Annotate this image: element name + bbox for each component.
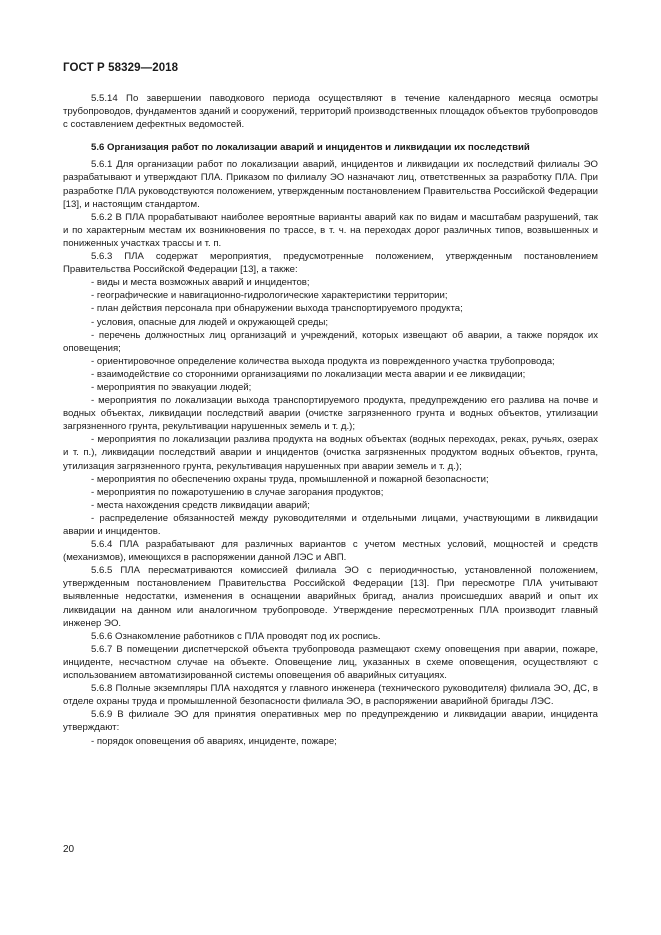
paragraph-5-6-7: 5.6.7 В помещении диспетчерской объекта трубопровода размещают схему оповещения при аварии, пожаре, инциденте, несчастном случае на объекте. Оповещение лиц, указанных в схеме оповещения, осуществляют с использованием автоматизированной системы оповещения об аварийных ситуациях.	[63, 643, 598, 682]
list-item: - мероприятия по локализации выхода транспортируемого продукта, предупреждению его разлива на почве и водных объектах, ликвидации последствий аварии (очистке загрязненного грунта и водных объектов, утилизации загрязненного грунта, рекультивации нарушенных земель и т. д.);	[63, 395, 598, 433]
list-item: - географические и навигационно-гидрологические характеристики территории;	[91, 290, 448, 302]
paragraph-5-5-14: 5.5.14 По завершении паводкового периода осуществляют в течение календарного месяца осмотры трубопроводов, фундаментов зданий и сооружений, территорий производственных площадок объектов трубопроводов с составлением дефектных ведомостей.	[63, 93, 598, 131]
list-item: - распределение обязанностей между руководителями и отдельными лицами, участвующими в ликвидации аварии и инцидентов.	[63, 512, 598, 537]
list-item: - порядок оповещения об авариях, инциденте, пожаре;	[91, 735, 337, 747]
paragraph-5-6-3: 5.6.3 ПЛА содержат мероприятия, предусмотренные положением, утвержденным постановлением Правительства Российской Федерации [13], а также:	[63, 251, 598, 276]
list-item: - условия, опасные для людей и окружающей среды;	[91, 316, 329, 328]
page-number: 20	[63, 844, 75, 855]
paragraph-5-6-5: 5.6.5 ПЛА пересматриваются комиссией филиала ЭО с периодичностью, установленной положением, утвержденным постановлением Правительства Российской Федерации [13]. При пересмотре ПЛА учитывают выявленные недостатки, изменения в оснащении аварийных бригад, анализ происшедших аварий и опыт их ликвидации на данном или аналогичном трубопроводе. Утверждение пересмотренных ПЛА производит главный инженер ЭО.	[63, 565, 598, 629]
list-item: - ориентировочное определение количества выхода продукта из поврежденного участка трубопровода;	[91, 355, 555, 367]
page-body	[63, 92, 598, 748]
paragraph-5-6-2: 5.6.2 В ПЛА прорабатывают наиболее вероятные варианты аварий как по видам и масштабам разрушений, так и по характерным местам их возникновения по трассе, в т. ч. на переходах дорог различных типов, возвышенных и пониженных участках трассы и т. п.	[63, 211, 598, 249]
list-item: - план действия персонала при обнаружении выхода транспортируемого продукта;	[91, 303, 463, 315]
list-item: - мероприятия по обеспечению охраны труда, промышленной и пожарной безопасности;	[91, 473, 489, 485]
list-item: - взаимодействие со сторонними организациями по локализации места аварии и ее ликвидации;	[91, 368, 526, 380]
paragraph-5-6-8: 5.6.8 Полные экземпляры ПЛА находятся у главного инженера (технического руководителя) филиала ЭО, ДС, в отделе охраны труда и промышленной безопасности филиала ЭО, в распоряжении аварийной бригады ЛЭС.	[63, 683, 598, 708]
list-item: - места нахождения средств ликвидации аварий;	[91, 499, 310, 511]
section-title-5-6: 5.6 Организация работ по локализации аварий и инцидентов и ликвидации их последствий	[91, 142, 530, 154]
paragraph-5-6-4: 5.6.4 ПЛА разрабатывают для различных вариантов с учетом местных условий, мощностей и средств (механизмов), имеющихся в распоряжении данной ЛЭС и АВП.	[63, 539, 598, 564]
document-header-standard: ГОСТ Р 58329—2018	[63, 62, 179, 74]
list-item: - перечень должностных лиц организаций и учреждений, которых извещают об аварии, а также порядок их оповещения;	[63, 329, 598, 354]
list-item: - мероприятия по локализации разлива продукта на водных объектах (водных переходах, реках, ручьях, озерах и т. п.), ликвидации последствий аварии и инцидентов (очистка загрязненных продуктом водных объектов, грунта, утилизация загрязненного грунта, рекультивация нарушенных при аварии земель и т. д.);	[63, 434, 598, 472]
paragraph-5-6-9: 5.6.9 В филиале ЭО для принятия оперативных мер по предупреждению и ликвидации аварии, инцидента утверждают:	[63, 709, 598, 734]
paragraph-5-6-1: 5.6.1 Для организации работ по локализации аварий, инцидентов и ликвидации их последствий филиалы ЭО разрабатывают и утверждают ПЛА. Приказом по филиалу ЭО назначают лиц, ответственных за разработку ПЛА. При разработке ПЛА руководствуются положением, утвержденным постановлением Правительства Российской Федерации [13], и настоящим стандартом.	[63, 159, 598, 210]
paragraph-5-6-6: 5.6.6 Ознакомление работников с ПЛА проводят под их роспись.	[91, 630, 381, 642]
list-item: - мероприятия по эвакуации людей;	[91, 381, 252, 393]
list-item: - виды и места возможных аварий и инцидентов;	[91, 277, 310, 289]
list-item: - мероприятия по пожаротушению в случае загорания продуктов;	[91, 486, 384, 498]
